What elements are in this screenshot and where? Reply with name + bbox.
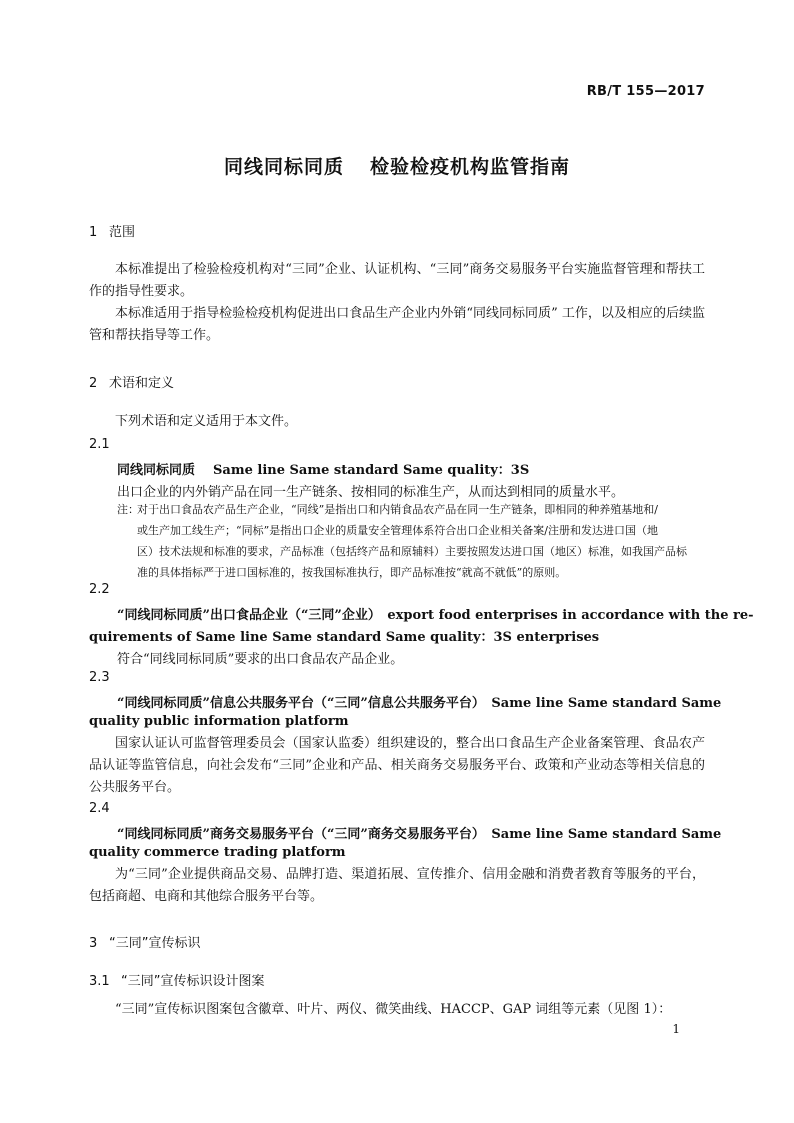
page-number: 1 <box>672 1022 680 1036</box>
section-number: 3 <box>89 936 98 951</box>
standard-number: RB/T 155—2017 <box>586 84 705 99</box>
subsection-number: 3.1 <box>89 974 110 989</box>
section-1-paragraph-2: 本标准适用于指导检验检疫机构促进出口食品生产企业内外销“同线同标同质” 工作，以及相应的后续监管和帮扶指导等工作。 <box>89 306 705 343</box>
term-2-1-title <box>117 459 705 478</box>
note-line: 区）技术法规和标准的要求，产品标准（包括终产品和原辅料）主要按照发达进口国（地区）标准，如我国产品标 <box>137 545 687 558</box>
section-title: “三同”宣传标识 <box>109 936 201 951</box>
section-3-heading <box>89 932 200 951</box>
term-english: Same line Same standard Same quality：3S <box>213 463 530 478</box>
note-line: 对于出口食品农产品生产企业，“同线”是指出口和内销食品农产品在同一生产链条，即相同的种养殖基地和/ <box>137 503 658 516</box>
term-2-3-definition: 国家认证认可监督管理委员会（国家认监委）组织建设的，整合出口食品生产企业备案管理、食品农产品认证等监管信息，向社会发布“三同”企业和产品、相关商务交易服务平台、政策和产业动态等相关信息的公共服务平台。 <box>89 736 705 795</box>
section-number: 2 <box>89 376 98 391</box>
section-title: 术语和定义 <box>109 376 175 391</box>
term-2-3-title-line-2: quality public information platform <box>89 714 349 729</box>
term-2-4-title-line-1: “同线同标同质”商务交易服务平台（“三同”商务交易服务平台） Same line Same standard Same <box>117 827 722 842</box>
document-title <box>0 152 794 179</box>
subsection-title: “三同”宣传标识设计图案 <box>121 974 265 989</box>
term-chinese: 同线同标同质 <box>117 463 196 478</box>
section-2-intro: 下列术语和定义适用于本文件。 <box>115 414 298 429</box>
term-2-4-definition: 为“三同”企业提供商品交易、品牌打造、渠道拓展、宣传推介、信用金融和消费者教育等服务的平台，包括商超、电商和其他综合服务平台等。 <box>89 867 705 904</box>
note-line: 或生产加工线生产；“同标”是指出口企业的质量安全管理体系符合出口企业相关备案/注册和发达进口国（地 <box>137 524 658 537</box>
term-2-1-number: 2.1 <box>89 437 110 452</box>
term-2-1-note <box>117 499 705 583</box>
section-title: 范围 <box>109 225 136 240</box>
term-2-2-number: 2.2 <box>89 582 110 597</box>
section-1-heading <box>89 221 135 240</box>
term-2-3-title-line-1: “同线同标同质”信息公共服务平台（“三同”信息公共服务平台） Same line Same standard Same <box>117 696 722 711</box>
term-2-2-title-line-2: quirements of Same line Same standard Same quality：3S enterprises <box>89 630 600 645</box>
term-2-3-number: 2.3 <box>89 670 110 685</box>
note-line: 准的具体指标严于进口国标准的，按我国标准执行，即产品标准按“就高不就低”的原则。 <box>137 566 567 579</box>
term-2-4-number: 2.4 <box>89 801 110 816</box>
section-1-paragraph-1: 本标准提出了检验检疫机构对“三同”企业、认证机构、“三同”商务交易服务平台实施监督管理和帮扶工作的指导性要求。 <box>89 262 705 299</box>
term-2-1-definition: 出口企业的内外销产品在同一生产链条、按相同的标准生产，从而达到相同的质量水平。 <box>117 485 625 500</box>
document-title-right: 检验检疫机构监管指南 <box>370 156 571 178</box>
section-3-1-paragraph: “三同”宣传标识图案包含徽章、叶片、两仪、微笑曲线、HACCP、GAP 词组等元素（见图 1）： <box>115 1002 672 1017</box>
term-2-2-definition: 符合“同线同标同质”要求的出口食品农产品企业。 <box>117 652 404 667</box>
section-number: 1 <box>89 225 98 240</box>
section-3-1-heading <box>89 970 264 989</box>
document-title-left: 同线同标同质 <box>223 156 344 178</box>
note-label: 注： <box>117 503 139 516</box>
term-2-4-title-line-2: quality commerce trading platform <box>89 845 346 860</box>
term-2-2-title-line-1: “同线同标同质”出口食品企业（“三同”企业） export food enterprises in accordance with the re- <box>117 608 754 623</box>
section-2-heading <box>89 372 174 391</box>
